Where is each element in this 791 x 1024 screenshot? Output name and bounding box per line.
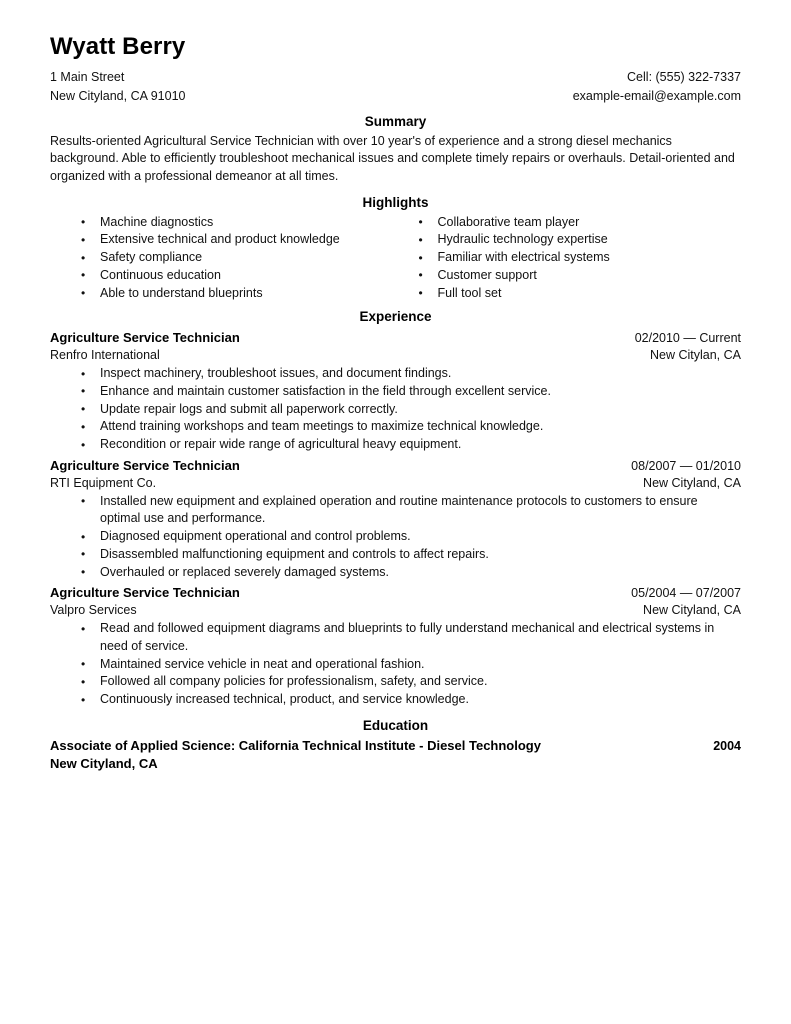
job-location: New Citylan, CA <box>650 348 741 363</box>
education-degree: Associate of Applied Science: California Technical Institute - Diesel Technology <box>50 737 541 753</box>
list-item: • Attend training workshops and team meetings to maximize technical knowledge. <box>78 418 741 436</box>
experience-entry <box>50 584 741 709</box>
resume-sheet <box>50 34 741 772</box>
candidate-name: Wyatt Berry <box>50 33 186 60</box>
contact-details <box>573 68 741 104</box>
list-item: • Able to understand blueprints <box>78 285 396 303</box>
highlights-column-left <box>50 214 396 303</box>
list-item: • Followed all company policies for professionalism, safety, and service. <box>78 673 741 691</box>
job-company: Renfro International <box>50 348 160 363</box>
list-item: • Familiar with electrical systems <box>416 249 742 267</box>
education-entry-row <box>50 737 741 755</box>
job-bullet-list <box>50 493 741 582</box>
list-item: • Disassembled malfunctioning equipment and controls to affect repairs. <box>78 546 741 564</box>
list-item: • Extensive technical and product knowledge <box>78 231 396 249</box>
job-title: Agriculture Service Technician <box>50 330 240 346</box>
education-year: 2004 <box>713 738 741 753</box>
experience-section-title: Experience <box>359 309 432 325</box>
resume-header <box>50 34 741 105</box>
list-item: • Inspect machinery, troubleshoot issues, and document findings. <box>78 365 741 383</box>
job-title: Agriculture Service Technician <box>50 457 240 473</box>
list-item: • Update repair logs and submit all paperwork correctly. <box>78 401 741 419</box>
experience-section <box>50 309 741 708</box>
list-item: • Collaborative team player <box>416 214 742 232</box>
list-item: • Customer support <box>416 267 742 285</box>
list-item: • Overhauled or replaced severely damaged systems. <box>78 564 741 582</box>
job-dates: 02/2010 — Current <box>634 331 741 346</box>
list-item: • Recondition or repair wide range of agricultural heavy equipment. <box>78 436 741 454</box>
email-address[interactable]: example-email@example.com <box>572 88 741 103</box>
list-item: • Full tool set <box>416 285 742 303</box>
job-company: Valpro Services <box>50 603 137 618</box>
highlights-column-right <box>396 214 742 303</box>
experience-company-row <box>50 602 741 619</box>
job-dates: 05/2004 — 07/2007 <box>631 586 741 601</box>
highlights-section <box>50 195 741 303</box>
job-company: RTI Equipment Co. <box>50 475 157 490</box>
address-line-1: 1 Main Street <box>50 70 125 85</box>
list-item: • Continuously increased technical, product, and service knowledge. <box>78 691 741 709</box>
list-item: • Safety compliance <box>78 249 396 267</box>
contact-row <box>50 68 741 104</box>
education-section-title: Education <box>362 717 429 733</box>
job-location: New Cityland, CA <box>643 475 741 490</box>
experience-company-row <box>50 347 741 364</box>
phone-number: Cell: (555) 322-7337 <box>627 70 741 85</box>
education-location: New Cityland, CA <box>50 755 158 771</box>
address-line-2: New Cityland, CA 91010 <box>50 88 186 103</box>
highlights-section-title: Highlights <box>362 194 429 210</box>
experience-title-row <box>50 584 741 602</box>
list-item: • Machine diagnostics <box>78 214 396 232</box>
list-item: • Enhance and maintain customer satisfaction in the field through excellent service. <box>78 383 741 401</box>
experience-title-row <box>50 329 741 347</box>
summary-section <box>50 114 741 186</box>
highlights-columns <box>50 214 741 303</box>
experience-entry <box>50 457 741 582</box>
summary-text: Results-oriented Agricultural Service Technician with over 10 year's of experience and a strong diesel mechanics background. Able to efficiently troubleshoot mechanical issues and complete timely repairs or overhauls. Detail-oriented and organized with a professional demeanor at all times. <box>50 133 735 184</box>
experience-title-row <box>50 457 741 475</box>
job-location: New Cityland, CA <box>643 603 741 618</box>
experience-company-row <box>50 475 741 492</box>
highlights-list-right <box>416 214 742 303</box>
job-dates: 08/2007 — 01/2010 <box>631 458 741 473</box>
list-item: • Diagnosed equipment operational and control problems. <box>78 528 741 546</box>
contact-address <box>50 68 186 104</box>
job-title: Agriculture Service Technician <box>50 585 240 601</box>
experience-entry <box>50 329 741 454</box>
education-section <box>50 718 741 772</box>
list-item: • Read and followed equipment diagrams and blueprints to fully understand mechanical and electrical systems in need of service. <box>78 620 741 656</box>
list-item: • Continuous education <box>78 267 396 285</box>
job-bullet-list <box>50 620 741 709</box>
list-item: • Hydraulic technology expertise <box>416 231 742 249</box>
job-bullet-list <box>50 365 741 454</box>
list-item: • Maintained service vehicle in neat and operational fashion. <box>78 656 741 674</box>
list-item: • Installed new equipment and explained operation and routine maintenance protocols to customers to ensure optimal use and performance. <box>78 493 741 529</box>
highlights-list-left <box>78 214 396 303</box>
summary-section-title: Summary <box>364 113 427 129</box>
